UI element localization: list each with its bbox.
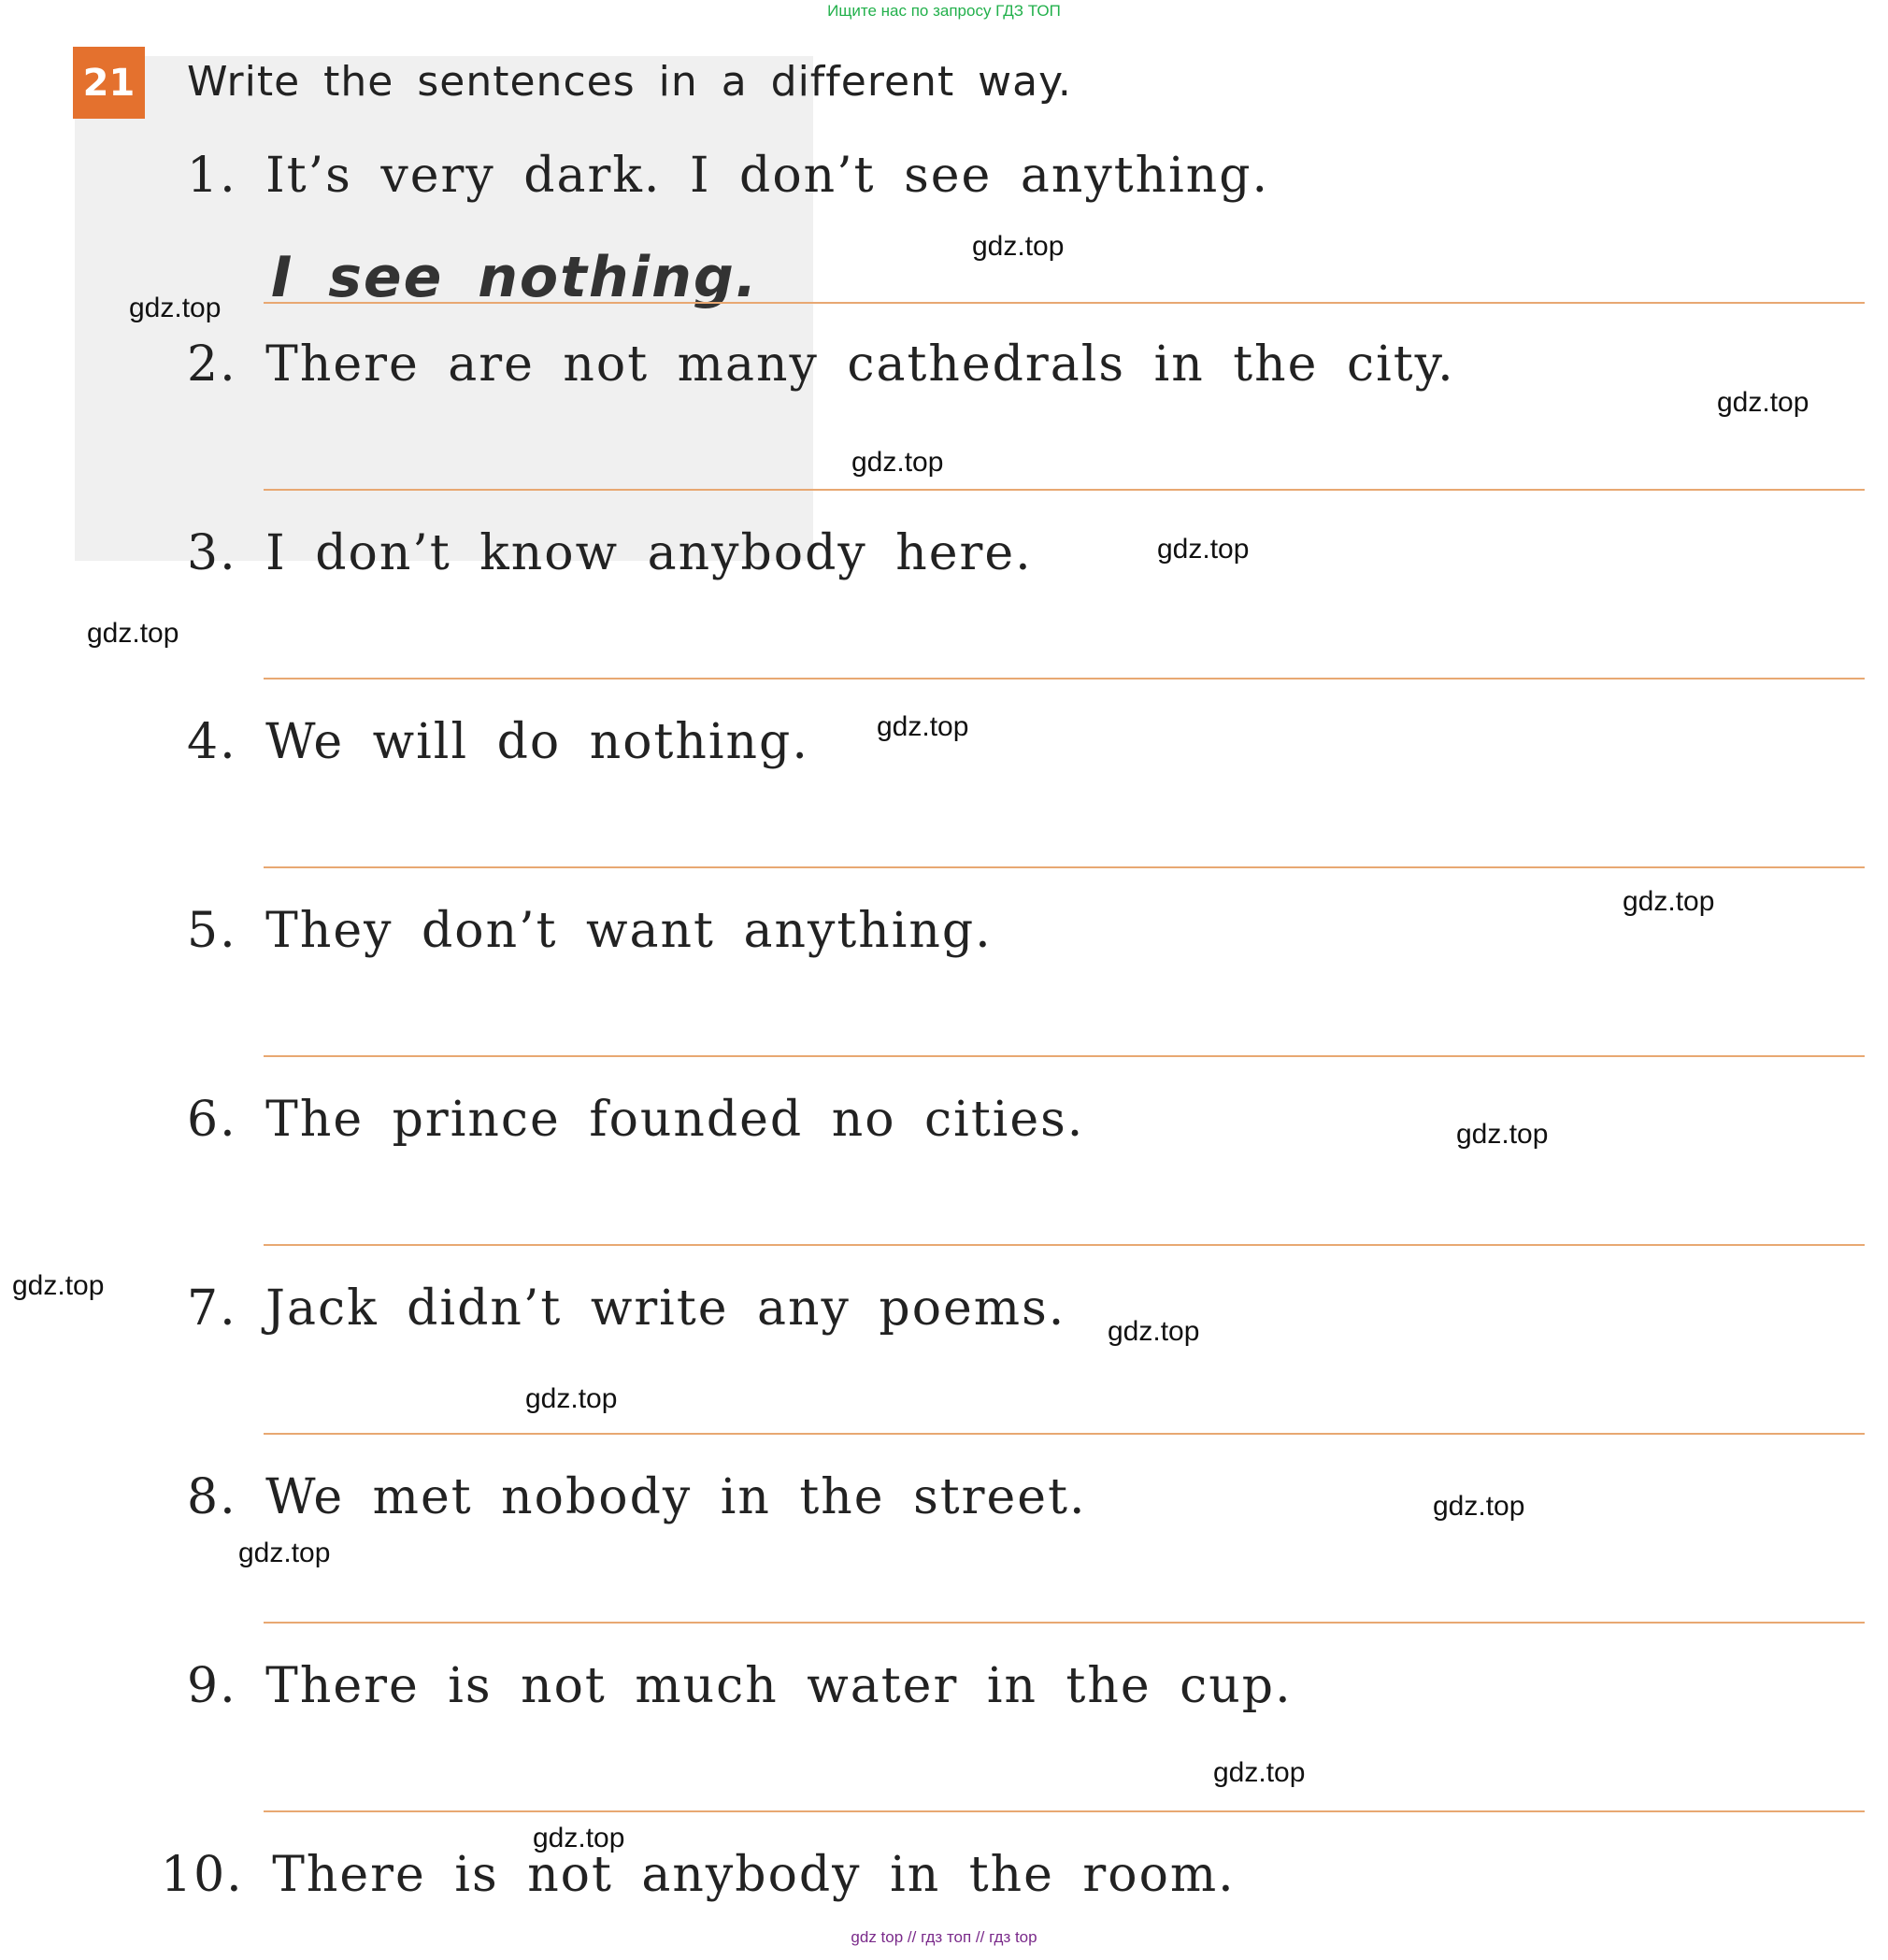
- sentence-number: 6.: [187, 1092, 237, 1148]
- sentence-text: Jack didn’t write any poems.: [265, 1280, 1066, 1337]
- answer-line-5[interactable]: [264, 1055, 1865, 1057]
- sentence-1: [187, 148, 1269, 204]
- sentence-5: [187, 903, 993, 959]
- sentence-text: The prince founded no cities.: [265, 1092, 1085, 1148]
- sentence-10: [161, 1847, 1236, 1903]
- sentence-number: 3.: [187, 525, 237, 581]
- sentence-2: [187, 336, 1455, 393]
- answer-line-7[interactable]: [264, 1433, 1865, 1435]
- watermark: gdz.top: [851, 447, 944, 478]
- sentence-text: We will do nothing.: [265, 714, 809, 770]
- sentence-number: 10.: [161, 1847, 244, 1903]
- watermark: gdz.top: [877, 711, 969, 742]
- watermark: gdz.top: [87, 618, 179, 649]
- watermark: gdz.top: [533, 1823, 625, 1853]
- sentence-9: [187, 1658, 1293, 1714]
- watermark: gdz.top: [1456, 1119, 1549, 1150]
- answer-line-1[interactable]: [264, 302, 1865, 304]
- answer-line-9[interactable]: [264, 1810, 1865, 1812]
- sentence-text: They don’t want anything.: [265, 903, 993, 959]
- watermark: gdz.top: [1108, 1316, 1200, 1347]
- sentence-number: 4.: [187, 714, 237, 770]
- sentence-number: 8.: [187, 1469, 237, 1525]
- sentence-text: There is not much water in the cup.: [265, 1658, 1293, 1714]
- sentence-3: [187, 525, 1033, 581]
- sentence-4: [187, 714, 809, 770]
- top-note: Ищите нас по запросу ГДЗ ТОП: [827, 2, 1061, 20]
- watermark: gdz.top: [1623, 886, 1715, 917]
- watermark: gdz.top: [238, 1538, 331, 1568]
- sentence-number: 1.: [187, 148, 237, 204]
- watermark: gdz.top: [1213, 1757, 1306, 1788]
- sentence-6: [187, 1092, 1084, 1148]
- watermark: gdz.top: [12, 1270, 105, 1301]
- sentence-7: [187, 1280, 1066, 1337]
- sentence-number: 9.: [187, 1658, 237, 1714]
- watermark: gdz.top: [129, 293, 222, 323]
- watermark: gdz.top: [972, 231, 1065, 262]
- answer-line-6[interactable]: [264, 1244, 1865, 1246]
- answer-line-4[interactable]: [264, 866, 1865, 868]
- bottom-note: gdz top // гдз топ // гдз top: [851, 1928, 1037, 1946]
- answer-1-handwritten: I see nothing.: [271, 245, 759, 310]
- sentence-number: 5.: [187, 903, 237, 959]
- watermark: gdz.top: [1433, 1491, 1525, 1522]
- answer-line-2[interactable]: [264, 489, 1865, 491]
- sentence-text: There are not many cathedrals in the city.: [265, 336, 1455, 393]
- sentence-8: [187, 1469, 1087, 1525]
- sentence-text: It’s very dark. I don’t see anything.: [265, 148, 1270, 204]
- watermark: gdz.top: [525, 1383, 618, 1414]
- exercise-instruction: Write the sentences in a different way.: [187, 58, 1072, 106]
- watermark: gdz.top: [1157, 534, 1250, 565]
- sentence-text: I don’t know anybody here.: [265, 525, 1033, 581]
- watermark: gdz.top: [1717, 387, 1809, 418]
- sentence-text: There is not anybody in the room.: [272, 1847, 1236, 1903]
- answer-line-3[interactable]: [264, 678, 1865, 680]
- exercise-number-badge: 21: [73, 47, 145, 119]
- sentence-number: 2.: [187, 336, 237, 393]
- sentence-number: 7.: [187, 1280, 237, 1337]
- sentence-text: We met nobody in the street.: [265, 1469, 1087, 1525]
- answer-line-8[interactable]: [264, 1622, 1865, 1624]
